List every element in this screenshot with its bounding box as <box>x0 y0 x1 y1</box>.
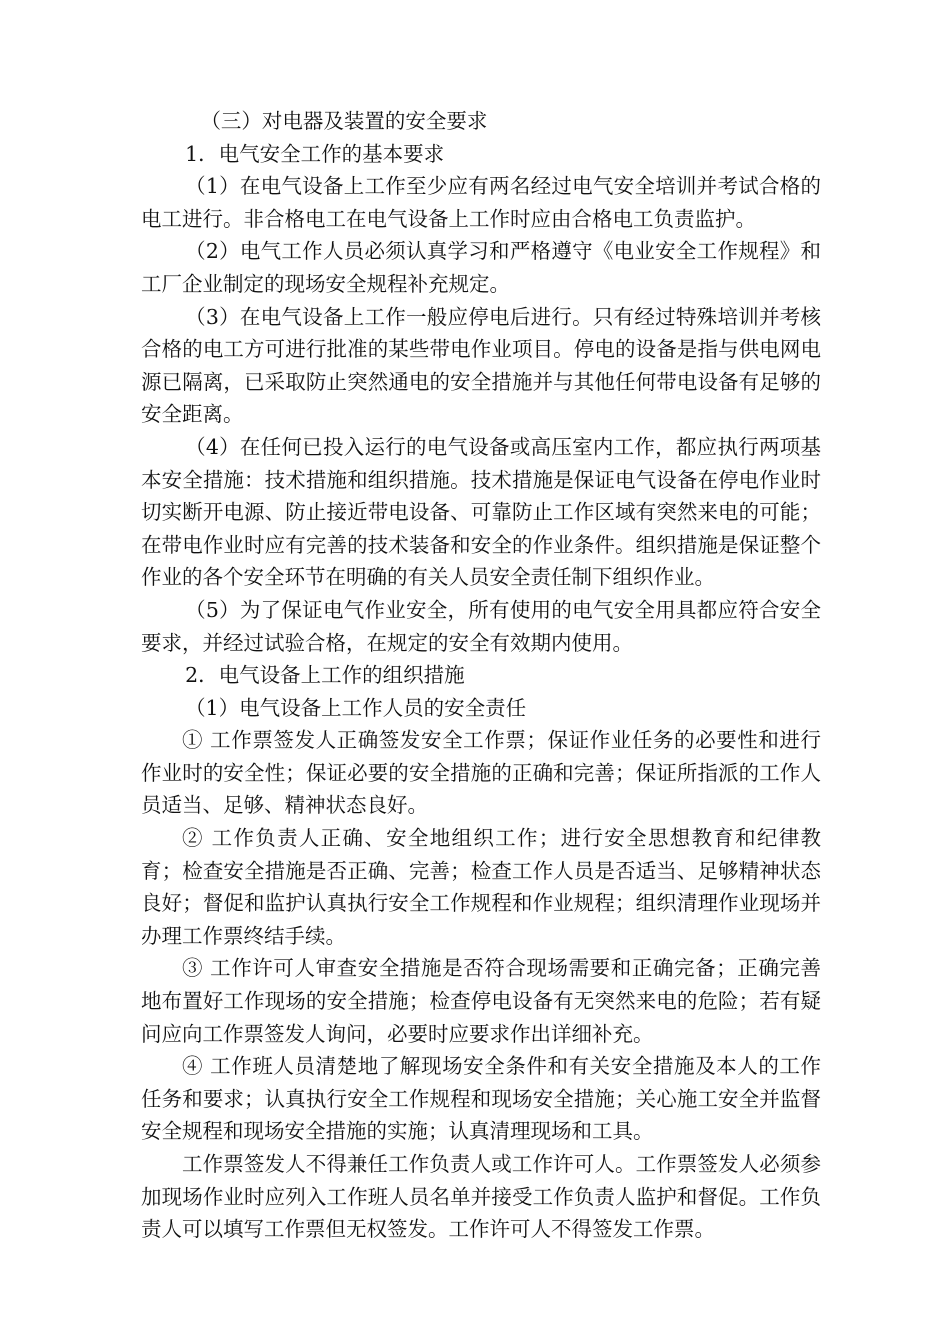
paragraph-1-4: （4）在任何已投入运行的电气设备或高压室内工作，都应执行两项基本安全措施：技术措施和组织措施。技术措施是保证电气设备在停电作业时切实断开电源、防止接近带电设备、可靠防止工作区域有突然来电的可能；在带电作业时应有完善的技术装备和安全的作业条件。组织措施是保证整个作业的各个安全环节在明确的有关人员安全责任制下组织作业。 <box>141 434 821 590</box>
paragraph-closing: 工作票签发人不得兼任工作负责人或工作许可人。工作票签发人必须参加现场作业时应列入工作班人员名单并接受工作负责人监护和督促。工作负责人可以填写工作票但无权签发。工作许可人不得签发工作票。 <box>141 1152 821 1242</box>
subsection-heading-1: 1．电气安全工作的基本要求 <box>185 141 445 166</box>
paragraph-item-4: ④ 工作班人员清楚地了解现场安全条件和有关安全措施及本人的工作任务和要求；认真执行安全工作规程和现场安全措施；关心施工安全并监督安全规程和现场安全措施的实施；认真清理现场和工具。 <box>141 1054 821 1144</box>
section-title: （三）对电器及装置的安全要求 <box>200 109 488 133</box>
paragraph-1-3: （3）在电气设备上工作一般应停电后进行。只有经过特殊培训并考核合格的电工方可进行批准的某些带电作业项目。停电的设备是指与供电网电源已隔离，已采取防止突然通电的安全措施并与其他任何带电设备有足够的安全距离。 <box>141 304 821 427</box>
paragraph-item-3: ③ 工作许可人审查安全措施是否符合现场需要和正确完备；正确完善地布置好工作现场的安全措施；检查停电设备有无突然来电的危险；若有疑问应向工作票签发人询问，必要时应要求作出详细补充。 <box>141 956 821 1046</box>
paragraph-1-2: （2）电气工作人员必须认真学习和严格遵守《电业安全工作规程》和工厂企业制定的现场安全规程补充规定。 <box>141 239 821 296</box>
subsection-heading-2: 2．电气设备上工作的组织措施 <box>185 663 465 688</box>
paragraph-1-1: （1）在电气设备上工作至少应有两名经过电气安全培训并考试合格的电工进行。非合格电工在电气设备上工作时应由合格电工负责监护。 <box>141 174 821 231</box>
paragraph-item-2: ② 工作负责人正确、安全地组织工作；进行安全思想教育和纪律教育；检查安全措施是否正确、完善；检查工作人员是否适当、足够精神状态良好；督促和监护认真执行安全工作规程和作业规程；组织清理作业现场并办理工作票终结手续。 <box>141 826 821 948</box>
paragraph-1-5: （5）为了保证电气作业安全，所有使用的电气安全用具都应符合安全要求，并经过试验合格，在规定的安全有效期内使用。 <box>141 597 821 655</box>
paragraph-item-1: ① 工作票签发人正确签发安全工作票；保证作业任务的必要性和进行作业时的安全性；保证必要的安全措施的正确和完善；保证所指派的工作人员适当、足够、精神状态良好。 <box>141 728 821 818</box>
paragraph-2-1-title: （1）电气设备上工作人员的安全责任 <box>185 695 527 720</box>
document-body <box>141 105 821 1246</box>
